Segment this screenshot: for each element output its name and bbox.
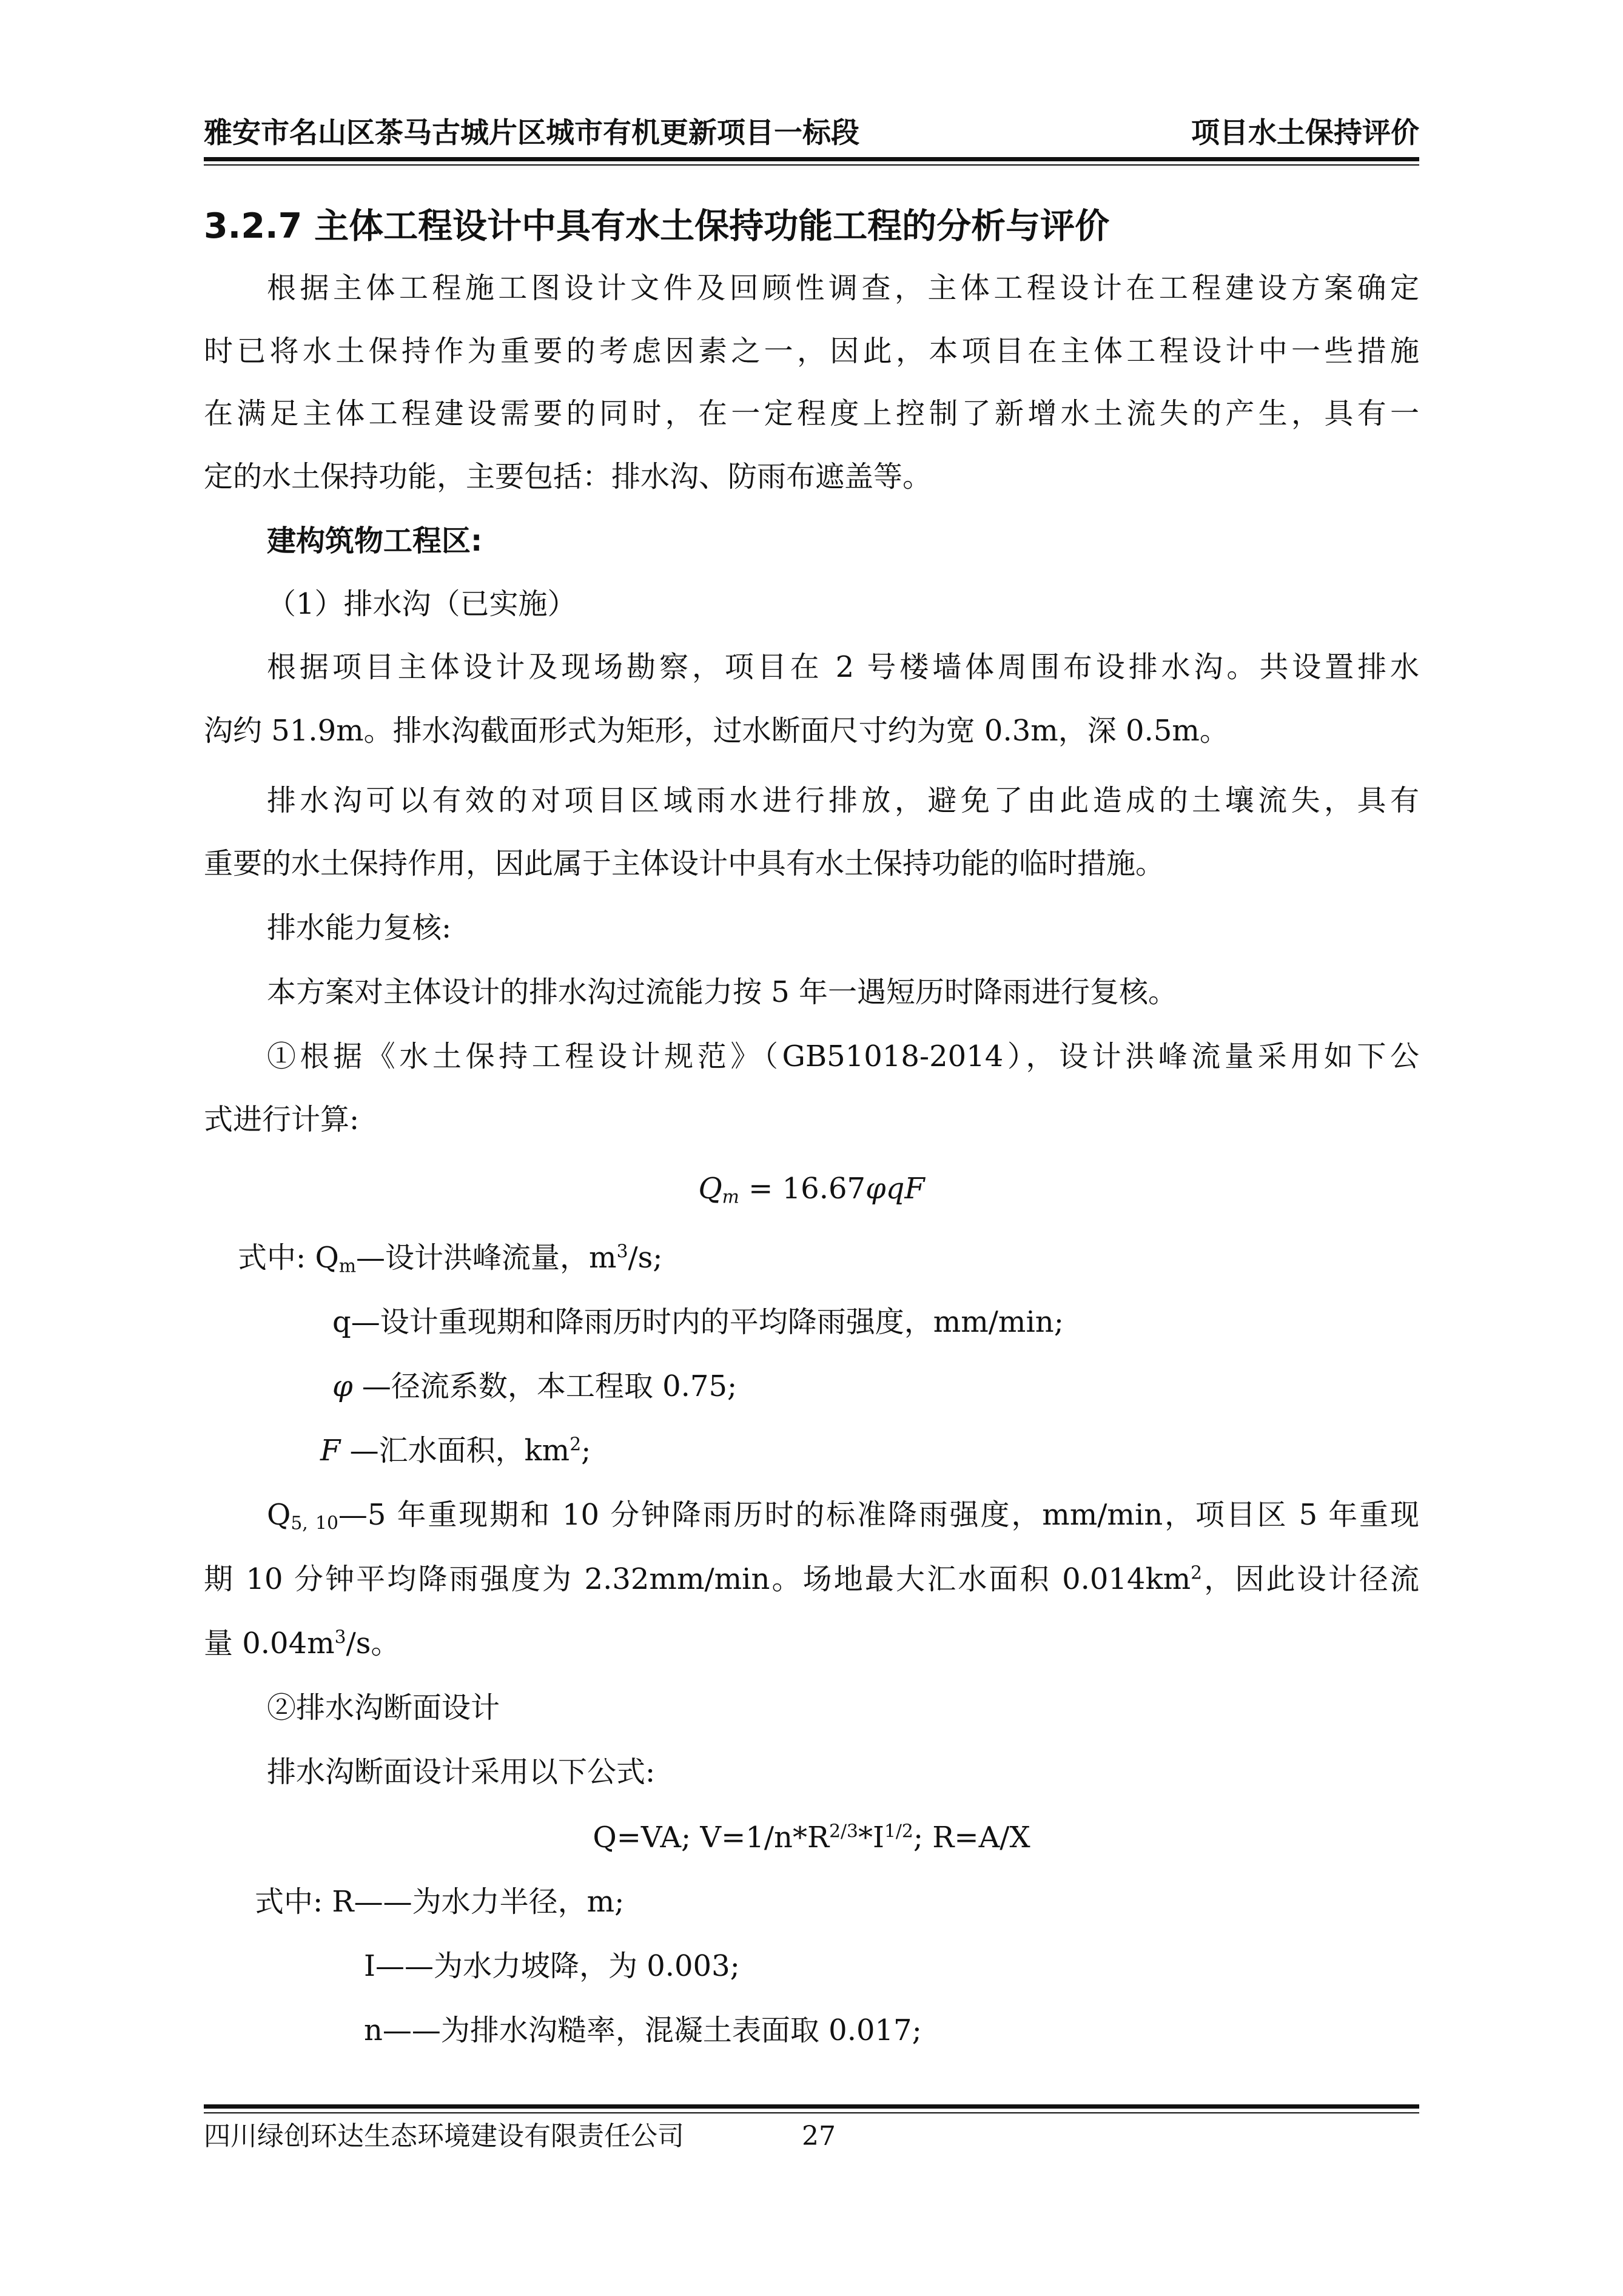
q510-line-1: [204, 1497, 1419, 1533]
section-2-intro: 排水沟断面设计采用以下公式:: [267, 1755, 656, 1789]
intro-line-2: 时已将水土保持作为重要的考虑因素之一，因此，本项目在主体工程设计中一些措施: [204, 334, 1419, 368]
q510-line-2-superscript: 2: [1191, 1562, 1203, 1584]
def-phi: [204, 1368, 1419, 1405]
formula-variables: φqF: [865, 1172, 925, 1206]
item-ditch: （1）排水沟（已实施）: [267, 587, 577, 621]
def-qm-superscript: 3: [616, 1241, 628, 1263]
header-section-title: 项目水土保持评价: [1191, 116, 1419, 150]
def-qm-subscript: m: [338, 1255, 357, 1277]
header-rule-thin: [204, 164, 1419, 166]
section-heading: 3.2.7 主体工程设计中具有水土保持功能工程的分析与评价: [204, 206, 1110, 246]
formula-peak-flow: [204, 1170, 1419, 1207]
footer-company: 四川绿创环达生态环境建设有限责任公司: [204, 2121, 684, 2152]
q510-line-1-text: —5 年重现期和 10 分钟降雨历时的标准降雨强度，mm/min，项目区 5 年重现: [338, 1498, 1419, 1532]
area-heading: 建构筑物工程区:: [267, 524, 483, 558]
def-f-superscript: 2: [570, 1434, 582, 1455]
formula-coefficient: = 16.67: [739, 1172, 866, 1206]
capacity-check-title: 排水能力复核:: [267, 911, 452, 945]
q510-subscript: 5, 10: [291, 1512, 338, 1534]
intro-line-3: 在满足主体工程建设需要的同时，在一定程度上控制了新增水土流失的产生，具有一: [204, 397, 1419, 431]
q510-line-3-text: 量 0.04m: [204, 1626, 335, 1660]
q510-line-2-tail: ，因此设计径流: [1202, 1562, 1419, 1596]
formula-lhs: Q: [698, 1172, 722, 1206]
def-qm: [204, 1240, 1419, 1276]
def-q: q—设计重现期和降雨历时内的平均降雨强度，mm/min;: [332, 1305, 1064, 1339]
formula2-part-3: ; R=A/X: [913, 1821, 1030, 1855]
def-r: 式中: R——为水力半径，m;: [255, 1885, 625, 1919]
def-qm-tail: /s;: [628, 1241, 663, 1275]
footer-rule-thin: [204, 2112, 1419, 2113]
ditch-p2-line-1: 排水沟可以有效的对项目区域雨水进行排放，避免了由此造成的土壤流失，具有: [267, 784, 1419, 817]
def-f-symbol: F: [320, 1434, 341, 1468]
header-project-title: 雅安市名山区茶马古城片区城市有机更新项目一标段: [204, 116, 859, 150]
rule-line-1: ①根据《水土保持工程设计规范》（GB51018-2014），设计洪峰流量采用如下公: [267, 1039, 1419, 1073]
def-n: n——为排水沟糙率，混凝土表面取 0.017;: [364, 2013, 922, 2047]
def-phi-text: —径流系数，本工程取 0.75;: [352, 1369, 738, 1403]
q510-line-2: [204, 1561, 1419, 1597]
ditch-p1-line-1: 根据项目主体设计及现场勘察，项目在 2 号楼墙体周围布设排水沟。共设置排水: [267, 650, 1419, 684]
q510-line-3-tail: /s。: [346, 1626, 400, 1660]
intro-line-1: 根据主体工程施工图设计文件及回顾性调查，主体工程设计在工程建设方案确定: [267, 271, 1419, 305]
def-phi-symbol: φ: [332, 1369, 353, 1403]
ditch-p2-line-2: 重要的水土保持作用，因此属于主体设计中具有水土保持功能的临时措施。: [204, 847, 1165, 881]
q510-line-2-text: 期 10 分钟平均降雨强度为 2.32mm/min。场地最大汇水面积 0.014km: [204, 1562, 1191, 1596]
intro-line-4: 定的水土保持功能，主要包括：排水沟、防雨布遮盖等。: [204, 460, 932, 494]
def-lead: 式中:: [238, 1241, 306, 1275]
formula2-superscript-1: 2/3: [829, 1821, 858, 1842]
def-qm-symbol: Q: [315, 1241, 339, 1275]
ditch-p1-line-2: 沟约 51.9m。排水沟截面形式为矩形，过水断面尺寸约为宽 0.3m，深 0.5m。: [204, 714, 1229, 748]
footer-rule-thick: [204, 2104, 1419, 2109]
def-f: [204, 1432, 1419, 1469]
q510-line-3: [204, 1625, 1419, 1662]
header-rule-thick: [204, 157, 1419, 161]
formula2-superscript-2: 1/2: [884, 1821, 913, 1842]
def-f-text: —汇水面积，km: [340, 1434, 570, 1468]
capacity-check-text: 本方案对主体设计的排水沟过流能力按 5 年一遇短历时降雨进行复核。: [267, 975, 1178, 1009]
formula2-part-1: Q=VA; V=1/n*R: [593, 1821, 830, 1855]
q510-line-3-superscript: 3: [334, 1626, 346, 1648]
q510-symbol: Q: [267, 1498, 291, 1532]
formula-lhs-subscript: m: [722, 1186, 739, 1208]
formula-section-design: [204, 1819, 1419, 1856]
page-number: 27: [802, 2121, 836, 2152]
def-i: I——为水力坡降，为 0.003;: [364, 1949, 740, 1983]
rule-line-2: 式进行计算:: [204, 1103, 360, 1136]
def-qm-text: —设计洪峰流量，m: [356, 1241, 617, 1275]
formula2-part-2: *I: [858, 1821, 884, 1855]
section-2-heading: ②排水沟断面设计: [267, 1691, 500, 1725]
def-f-tail: ;: [581, 1434, 591, 1468]
